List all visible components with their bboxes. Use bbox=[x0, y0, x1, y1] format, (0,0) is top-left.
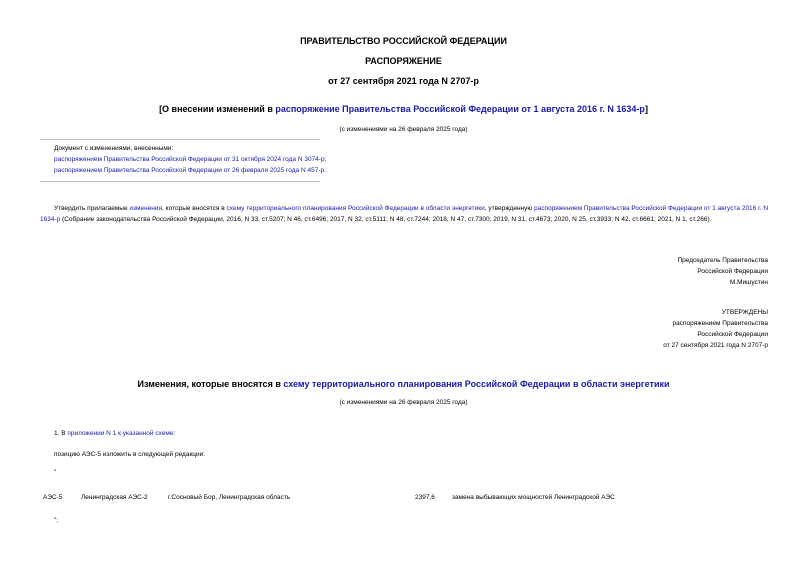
approved-title: УТВЕРЖДЕНЫ bbox=[721, 309, 768, 316]
row-note: замена выбывающих мощностей Ленинградской АЭС bbox=[452, 494, 615, 501]
scheme-link[interactable]: схему территориального планирования Российской Федерации в области энергетики bbox=[226, 205, 485, 212]
approve-text: Утвердить прилагаемые bbox=[54, 205, 130, 212]
row-name: Ленинградская АЭС-2 bbox=[81, 494, 148, 501]
document-type: РАСПОРЯЖЕНИЕ bbox=[365, 56, 442, 66]
approved-line-1: распоряжением Правительства bbox=[672, 320, 768, 327]
changes-heading bbox=[0, 379, 807, 389]
open-quote: " bbox=[54, 469, 57, 476]
order-link[interactable]: распоряжением Правительства Российской Федерации от 1 августа 2016 г. N 1634-р bbox=[40, 205, 769, 223]
close-quote: "; bbox=[54, 517, 59, 524]
government-title: ПРАВИТЕЛЬСТВО РОССИЙСКОЙ ФЕДЕРАЦИИ bbox=[300, 36, 507, 46]
mid-text: , которые вносятся в bbox=[162, 205, 227, 212]
row-location: г.Сосновый Бор, Ленинградская область bbox=[168, 494, 291, 501]
row-code: АЭС-5 bbox=[43, 494, 63, 501]
amendment-link-2[interactable]: распоряжением Правительства Российской Федерации от 26 февраля 2025 года N 457-р. bbox=[54, 167, 326, 174]
amendment-link-1[interactable]: распоряжением Правительства Российской Федерации от 31 октября 2024 года N 3074-р; bbox=[54, 156, 327, 163]
signature-name: М.Мишустин bbox=[729, 279, 768, 286]
row-capacity: 2397,6 bbox=[415, 494, 435, 501]
instruction-text: позицию АЭС-5 изложить в следующей редакции: bbox=[54, 451, 206, 458]
document-date: от 27 сентября 2021 года N 2707-р bbox=[328, 76, 479, 86]
title-edition: (с изменениями на 26 февраля 2025 года) bbox=[339, 126, 468, 133]
amendments-intro: Документ с изменениями, внесенными: bbox=[54, 145, 174, 152]
approved-line-3: от 27 сентября 2021 года N 2707-р bbox=[663, 342, 768, 349]
item-1-suffix: : bbox=[173, 430, 176, 437]
changes-edition: (с изменениями на 26 февраля 2025 года) bbox=[339, 399, 468, 406]
title-order-link[interactable]: распоряжение Правительства Российской Федерации от 1 августа 2016 г. N 1634-р bbox=[275, 104, 645, 114]
approval-paragraph bbox=[40, 203, 768, 225]
changes-heading-link[interactable]: схему территориального планирования Российской Федерации в области энергетики bbox=[283, 379, 670, 389]
mid2-text: , утвержденную bbox=[484, 205, 535, 212]
amendments-top-rule bbox=[40, 139, 320, 140]
item-1-prefix: 1. В bbox=[54, 430, 68, 437]
signature-position-1: Председатель Правительства bbox=[677, 257, 768, 264]
title-close: ] bbox=[644, 104, 648, 114]
title-open: [О внесении изменений в bbox=[159, 104, 276, 114]
changes-link[interactable]: изменения bbox=[129, 205, 163, 212]
appendix-link[interactable]: приложении N 1 к указанной схеме bbox=[67, 430, 174, 437]
amendments-bottom-rule bbox=[40, 181, 320, 182]
approved-line-2: Российской Федерации bbox=[697, 331, 768, 338]
signature-position-2: Российской Федерации bbox=[697, 268, 768, 275]
item-1 bbox=[54, 430, 175, 437]
changes-heading-prefix: Изменения, которые вносятся в bbox=[137, 379, 284, 389]
document-title bbox=[0, 104, 807, 114]
tail-text: (Собрание законодательства Российской Федерации, 2016, N 33, ст.5207; N 46, ст.6496; 2017, N 32, ст.5111; N 48, ст.7244; 2018, N 47, ст.7300; 2019, N 31, ст.4673; 2020, N 25, ст.3933; N 42, ст.6661; 2021, N 1, ст.266). bbox=[60, 216, 712, 223]
